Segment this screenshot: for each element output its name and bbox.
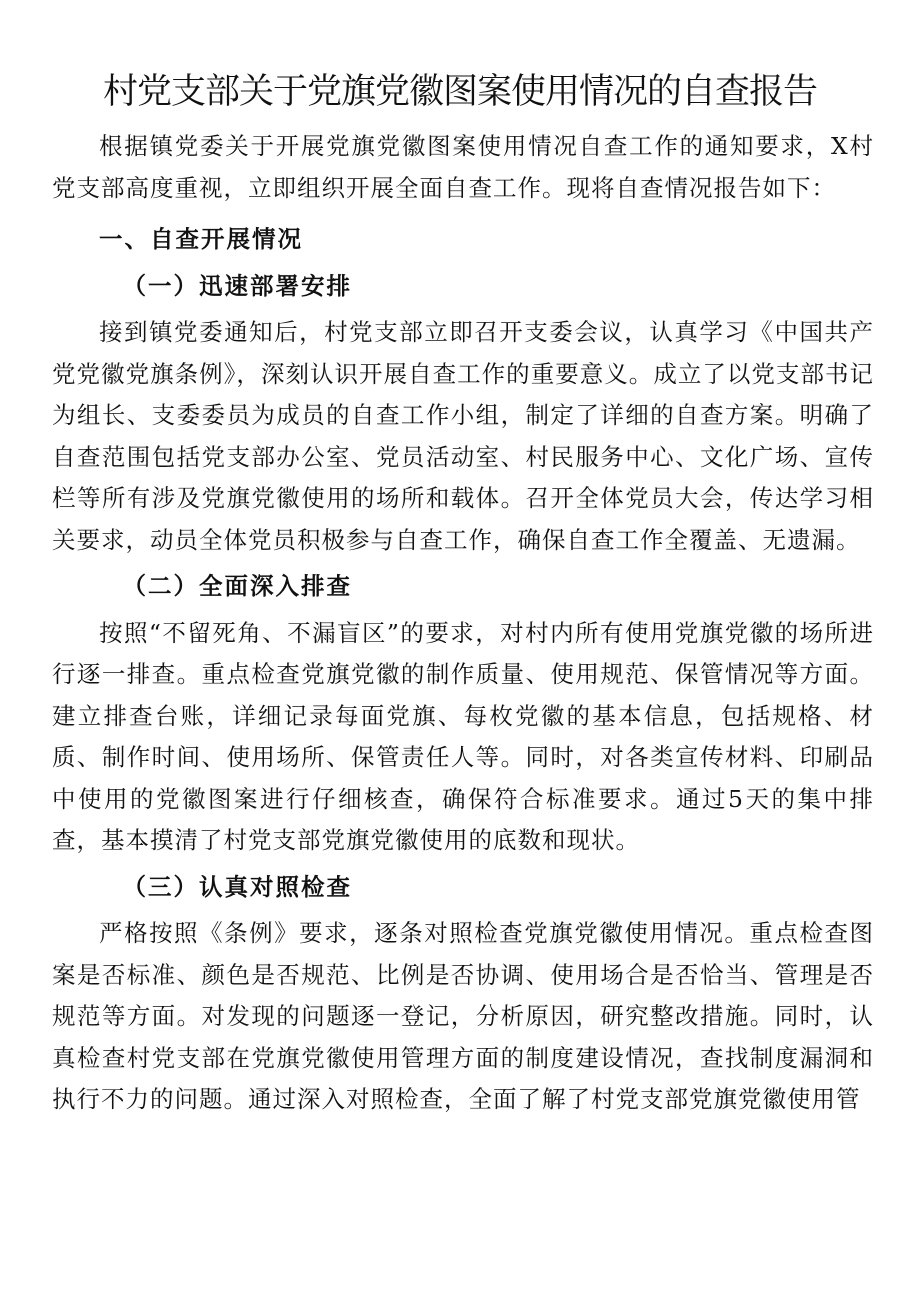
subsection-heading-2: （二）全面深入排查 [122,572,352,600]
subsection-heading-3: （三）认真对照检查 [122,872,352,901]
intro-paragraph: 根据镇党委关于开展党旗党徽图案使用情况自查工作的通知要求，X村党支部高度重视，立即组织开展全面自查工作。现将自查情况报告如下： [52,132,874,202]
subsection-heading-1: （一）迅速部署安排 [122,271,352,300]
section-heading: 一、自查开展情况 [99,225,303,253]
document-title: 村党支部关于党旗党徽图案使用情况的自查报告 [102,72,817,112]
document-body [52,126,874,1121]
subsection-paragraph-2: 按照“不留死角、不漏盲区”的要求，对村内所有使用党旗党徽的场所进行逐一排查。重点检查党旗党徽的制作质量、使用规范、保管情况等方面。建立排查台账，详细记录每面党旗、每枚党徽的基本信息，包括规格、材质、制作时间、使用场所、保管责任人等。同时，对各类宣传材料、印刷品中使用的党徽图案进行仔细核查，确保符合标准要求。通过5天的集中排查，基本摸清了村党支部党旗党徽使用的底数和现状。 [52,618,874,854]
subsection-paragraph-1: 接到镇党委通知后，村党支部立即召开支委会议，认真学习《中国共产党党徽党旗条例》，深刻认识开展自查工作的重要意义。成立了以党支部书记为组长、支委委员为成员的自查工作小组，制定了详细的自查方案。明确了自查范围包括党支部办公室、党员活动室、村民服务中心、文化广场、宣传栏等所有涉及党旗党徽使用的场所和载体。召开全体党员大会，传达学习相关要求，动员全体党员积极参与自查工作，确保自查工作全覆盖、无遗漏。 [52,318,874,554]
subsection-paragraph-3: 严格按照《条例》要求，逐条对照检查党旗党徽使用情况。重点检查图案是否标准、颜色是否规范、比例是否协调、使用场合是否恰当、管理是否规范等方面。对发现的问题逐一登记，分析原因，研究整改措施。同时，认真检查村党支部在党旗党徽使用管理方面的制度建设情况，查找制度漏洞和执行不力的问题。通过深入对照检查，全面了解了村党支部党旗党徽使用管 [52,919,874,1113]
